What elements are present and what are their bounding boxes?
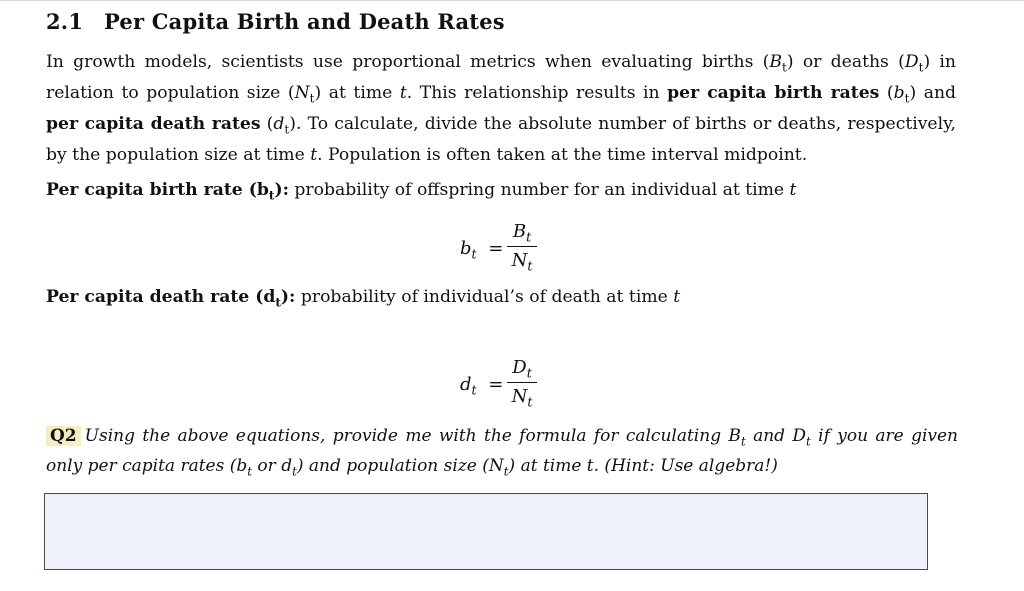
math-var: N bbox=[294, 82, 310, 103]
eq-numerator: B bbox=[512, 221, 527, 242]
intro-text: . This relationship results in bbox=[406, 82, 668, 103]
math-sub: t bbox=[527, 258, 533, 274]
math-sub: t bbox=[471, 246, 477, 262]
intro-text: ) in relation to population size ( bbox=[46, 52, 956, 103]
math-var: d bbox=[273, 113, 285, 134]
eq-lhs: b bbox=[460, 238, 472, 259]
math-var: B bbox=[769, 52, 783, 72]
intro-text: ). To calculate, divide the absolute number of births or deaths, respectively, by the population size at time bbox=[46, 113, 956, 165]
question-text: if you are given only per capita rates (b bbox=[46, 426, 959, 477]
question-text: or d bbox=[252, 456, 293, 477]
intro-paragraph bbox=[46, 50, 956, 168]
question-text: Using the above equations, provide me with the formula for calculating B bbox=[84, 426, 741, 446]
eq-fraction bbox=[507, 357, 537, 408]
eq-denominator: N bbox=[511, 250, 528, 271]
definition-label: Per capita birth rate (b bbox=[46, 180, 269, 200]
math-var: t bbox=[673, 287, 681, 307]
math-sub: t bbox=[918, 60, 924, 75]
math-sub: t bbox=[740, 434, 746, 449]
question-q2 bbox=[46, 424, 958, 485]
math-sub: t bbox=[503, 464, 509, 479]
math-var: D bbox=[904, 52, 919, 72]
eq-numerator: D bbox=[512, 357, 527, 378]
intro-text: ( bbox=[879, 82, 894, 103]
eq-fraction bbox=[507, 221, 537, 272]
math-sub: t bbox=[527, 394, 533, 410]
section-number: 2.1 bbox=[46, 9, 84, 34]
birth-rate-equation bbox=[460, 221, 550, 281]
death-rate-definition bbox=[46, 287, 680, 309]
math-var: b bbox=[893, 82, 905, 103]
definition-text: probability of individual’s of death at time bbox=[295, 287, 674, 307]
math-sub: t bbox=[275, 295, 281, 310]
section-title: Per Capita Birth and Death Rates bbox=[104, 9, 505, 34]
math-sub: t bbox=[526, 365, 532, 381]
math-sub: t bbox=[292, 464, 297, 479]
definition-text: probability of offspring number for an individual at time bbox=[288, 180, 790, 200]
top-divider bbox=[0, 0, 1024, 1]
definition-label: ): bbox=[280, 287, 296, 307]
math-sub: t bbox=[309, 91, 315, 106]
math-sub: t bbox=[526, 229, 532, 245]
term-death-rate: per capita death rates bbox=[46, 113, 261, 134]
death-rate-equation bbox=[460, 357, 550, 417]
math-sub: t bbox=[782, 60, 787, 75]
intro-text: In growth models, scientists use proportional metrics when evaluating births ( bbox=[46, 52, 770, 72]
math-var: t bbox=[310, 144, 318, 165]
intro-text: ( bbox=[260, 113, 274, 134]
question-text: and D bbox=[745, 426, 807, 446]
fraction-bar bbox=[507, 382, 537, 383]
eq-denominator: N bbox=[511, 386, 528, 407]
intro-text: ) and bbox=[909, 82, 957, 103]
birth-rate-definition bbox=[46, 180, 796, 202]
math-sub: t bbox=[806, 434, 811, 449]
math-sub: t bbox=[904, 91, 910, 106]
definition-label: Per capita death rate (d bbox=[46, 287, 276, 307]
question-text: ) at time t. (Hint: Use algebra!) bbox=[508, 456, 778, 477]
intro-text: ) at time bbox=[314, 82, 400, 103]
math-sub: t bbox=[471, 382, 477, 398]
math-var: t bbox=[789, 180, 797, 200]
math-var: t bbox=[399, 82, 407, 103]
intro-text: . Population is often taken at the time interval midpoint. bbox=[317, 144, 808, 165]
eq-lhs: d bbox=[460, 374, 472, 395]
question-text: ) and population size (N bbox=[296, 456, 504, 477]
section-heading bbox=[46, 9, 505, 34]
term-birth-rate: per capita birth rates bbox=[667, 82, 880, 103]
answer-input-box[interactable] bbox=[44, 493, 928, 570]
eq-equals: = bbox=[488, 238, 504, 259]
definition-label: ): bbox=[274, 180, 289, 200]
math-sub: t bbox=[247, 464, 253, 479]
fraction-bar bbox=[507, 246, 537, 247]
question-label: Q2 bbox=[46, 426, 81, 446]
math-sub: t bbox=[284, 122, 290, 137]
eq-equals: = bbox=[488, 374, 504, 395]
intro-text: ) or deaths ( bbox=[786, 52, 905, 72]
math-sub: t bbox=[268, 188, 275, 203]
